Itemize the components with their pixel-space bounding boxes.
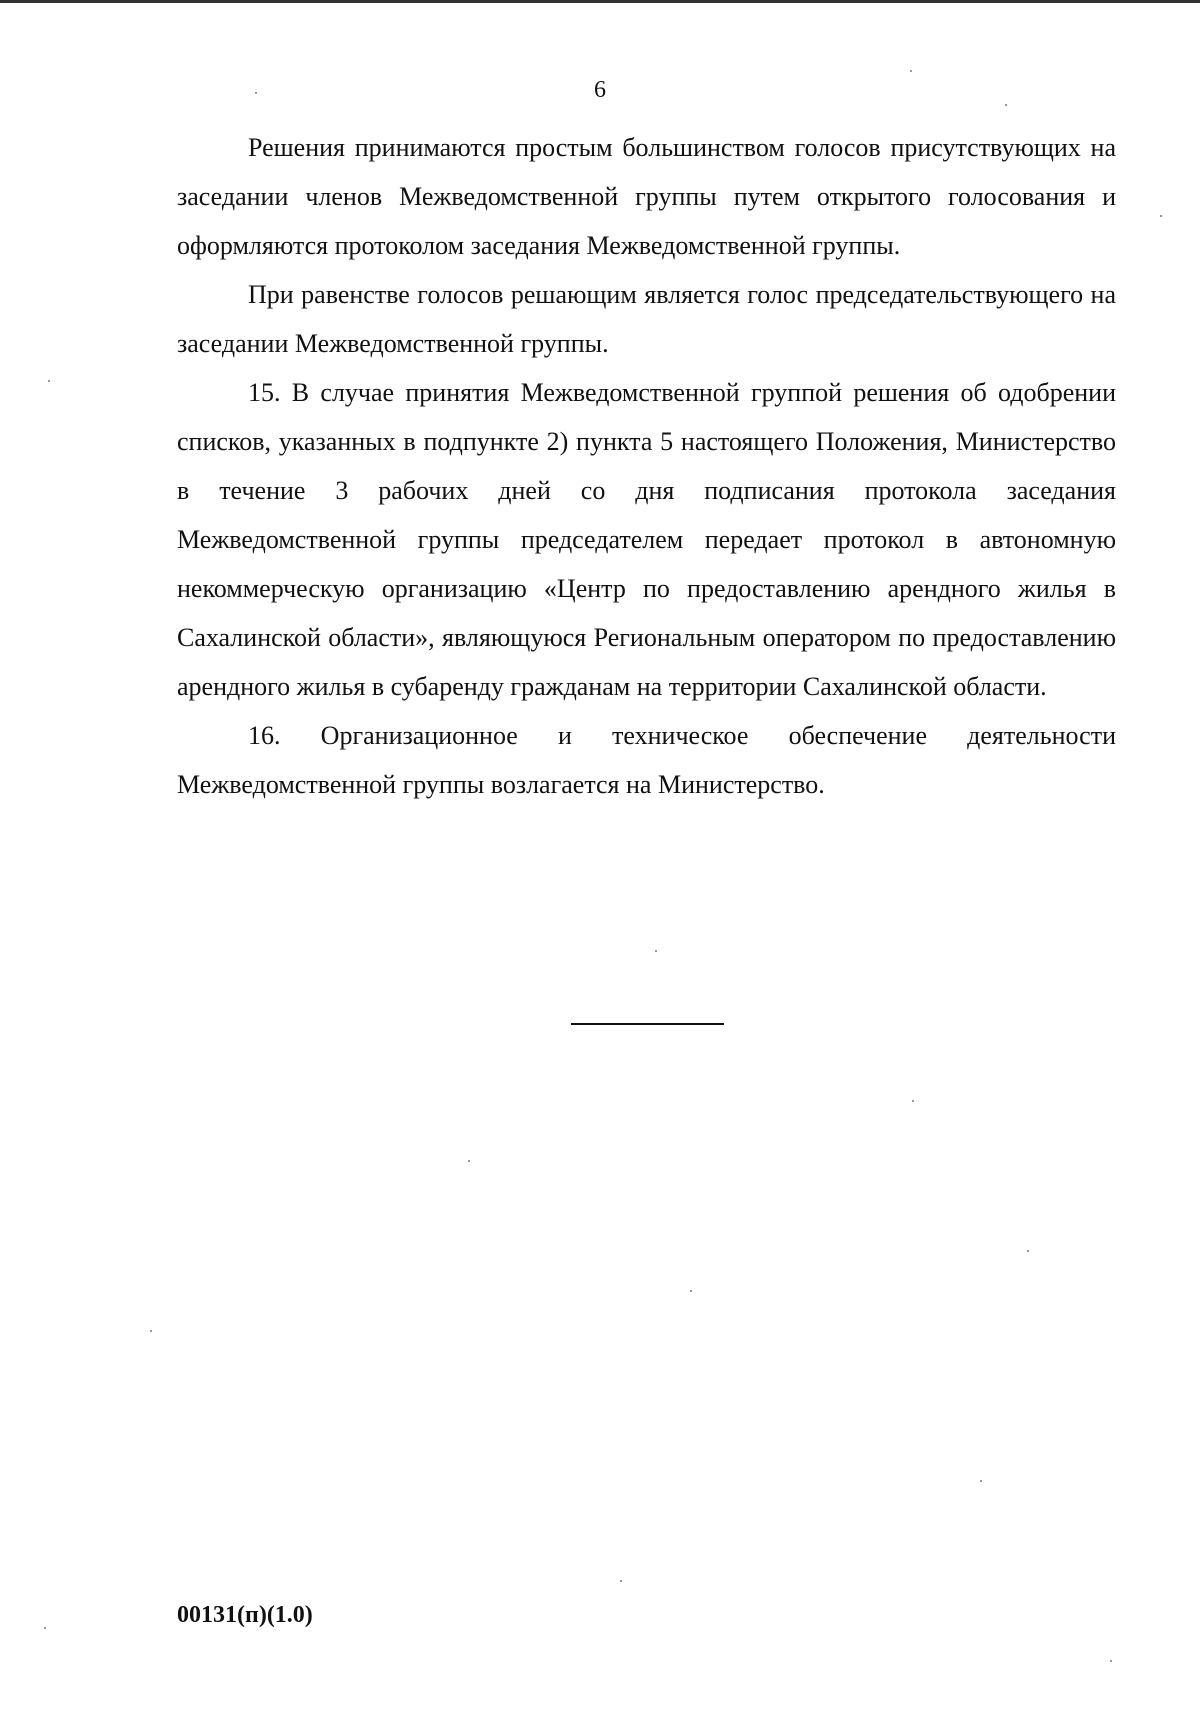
scan-speck xyxy=(468,1160,470,1162)
scan-speck xyxy=(255,92,257,94)
page-number: 6 xyxy=(594,77,606,103)
scan-speck xyxy=(1160,215,1162,217)
paragraph-tie-vote: При равенстве голосов решающим является голос председательствующего на заседании Межведомственной группы. xyxy=(177,280,1116,358)
scan-speck xyxy=(150,1330,152,1332)
scan-speck xyxy=(910,70,912,72)
end-of-text-line xyxy=(571,1023,724,1025)
scan-speck xyxy=(1005,104,1007,106)
paragraph-item-16: 16. Организационное и техническое обеспечение деятельности Межведомственной группы возлагается на Министерство. xyxy=(177,721,1116,799)
document-code: 00131(п)(1.0) xyxy=(177,1602,313,1628)
scan-speck xyxy=(1110,1660,1112,1662)
page-top-edge xyxy=(0,0,1200,3)
scan-speck xyxy=(1027,1250,1029,1252)
paragraph-voting-rules: Решения принимаются простым большинством голосов присутствующих на заседании членов Межведомственной группы путем открытого голосования и оформляются протоколом заседания Межведомственной группы. xyxy=(177,133,1116,260)
scan-speck xyxy=(44,1627,46,1629)
body-text xyxy=(177,123,1116,809)
scan-speck xyxy=(655,950,657,952)
scan-speck xyxy=(912,1100,914,1102)
scan-speck xyxy=(620,1580,622,1582)
scan-speck xyxy=(690,1290,692,1292)
scan-speck xyxy=(48,380,50,382)
scan-speck xyxy=(980,1480,982,1482)
paragraph-item-15: 15. В случае принятия Межведомственной группой решения об одобрении списков, указанных в подпункте 2) пункта 5 настоящего Положения, Министерство в течение 3 рабочих дней со дня подписания протокола заседания Межведомственной группы председателем передает протокол в автономную некоммерческую организацию «Центр по предоставлению арендного жилья в Сахалинской области», являющуюся Региональным оператором по предоставлению арендного жилья в субаренду гражданам на территории Сахалинской области. xyxy=(177,378,1116,701)
